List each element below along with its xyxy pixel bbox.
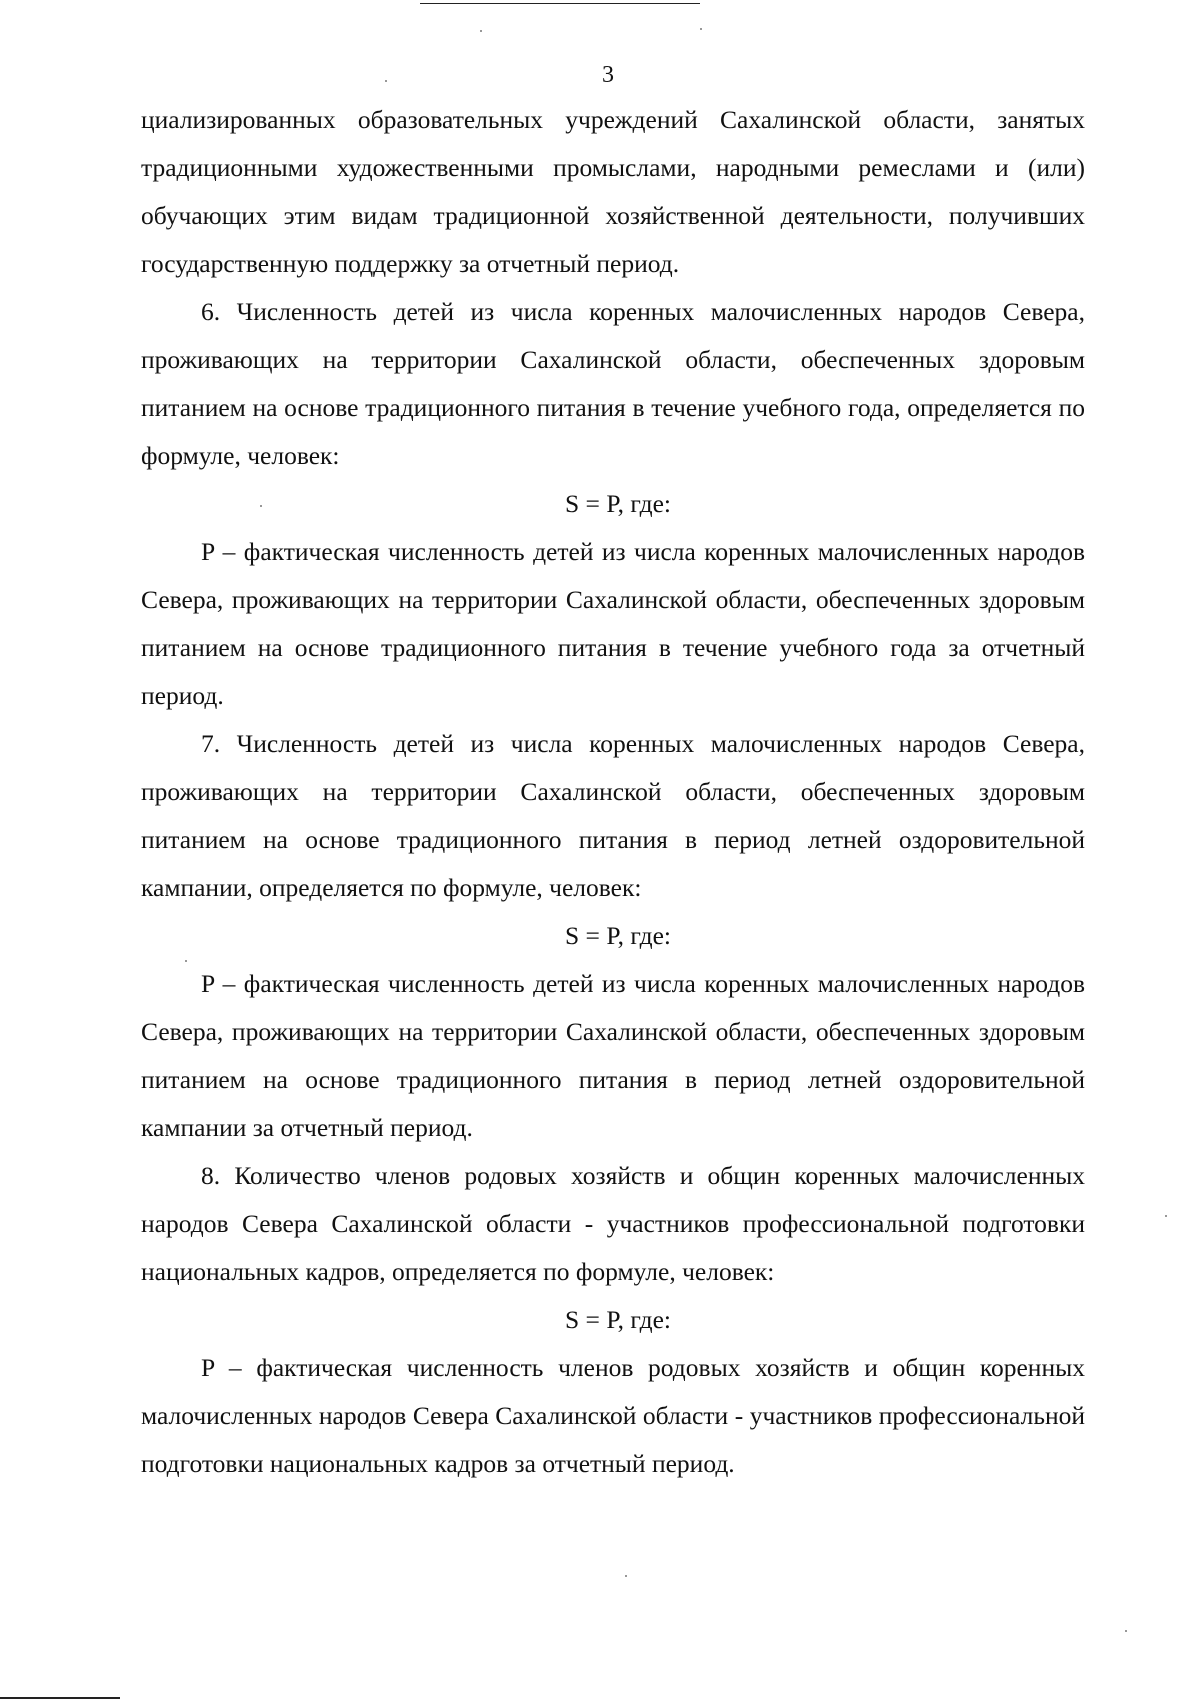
scan-speck [1125, 1630, 1127, 1632]
formula: S = P, где: [565, 921, 671, 950]
paragraph: циализированных образовательных учреждений Сахалинской области, занятых традиционными художественными промыслами, народными ремеслами и (или) обучающих этим видам традиционной хозяйственной деятельности, получивших государственную поддержку за отчетный период. [141, 105, 1085, 278]
paragraph: 8. Количество членов родовых хозяйств и общин коренных малочисленных народов Севера Сахалинской области - участников профессиональной подготовки национальных кадров, определяется по формуле, человек: [141, 1161, 1085, 1286]
page-number: 3 [602, 62, 614, 88]
scan-speck [1165, 1215, 1167, 1217]
formula: S = P, где: [565, 1305, 671, 1334]
formula: S = P, где: [565, 489, 671, 518]
scan-speck [700, 28, 702, 30]
scan-edge-line-bottom [0, 1697, 120, 1699]
scan-speck [480, 30, 482, 32]
paragraph: P – фактическая численность детей из числа коренных малочисленных народов Севера, проживающих на территории Сахалинской области, обеспеченных здоровым питанием на основе традиционного питания в период летней оздоровительной кампании за отчетный период. [141, 969, 1085, 1142]
document-body [141, 96, 1085, 1488]
scan-edge-line-top [420, 3, 700, 4]
paragraph: P – фактическая численность членов родовых хозяйств и общин коренных малочисленных народов Севера Сахалинской области - участников профессиональной подготовки национальных кадров за отчетный период. [141, 1353, 1085, 1478]
paragraph: 6. Численность детей из числа коренных малочисленных народов Севера, проживающих на территории Сахалинской области, обеспеченных здоровым питанием на основе традиционного питания в течение учебного года, определяется по формуле, человек: [141, 297, 1085, 470]
scan-speck [625, 1575, 627, 1577]
paragraph: 7. Численность детей из числа коренных малочисленных народов Севера, проживающих на территории Сахалинской области, обеспеченных здоровым питанием на основе традиционного питания в период летней оздоровительной кампании, определяется по формуле, человек: [141, 729, 1085, 902]
paragraph: P – фактическая численность детей из числа коренных малочисленных народов Севера, проживающих на территории Сахалинской области, обеспеченных здоровым питанием на основе традиционного питания в течение учебного года за отчетный период. [141, 537, 1085, 710]
